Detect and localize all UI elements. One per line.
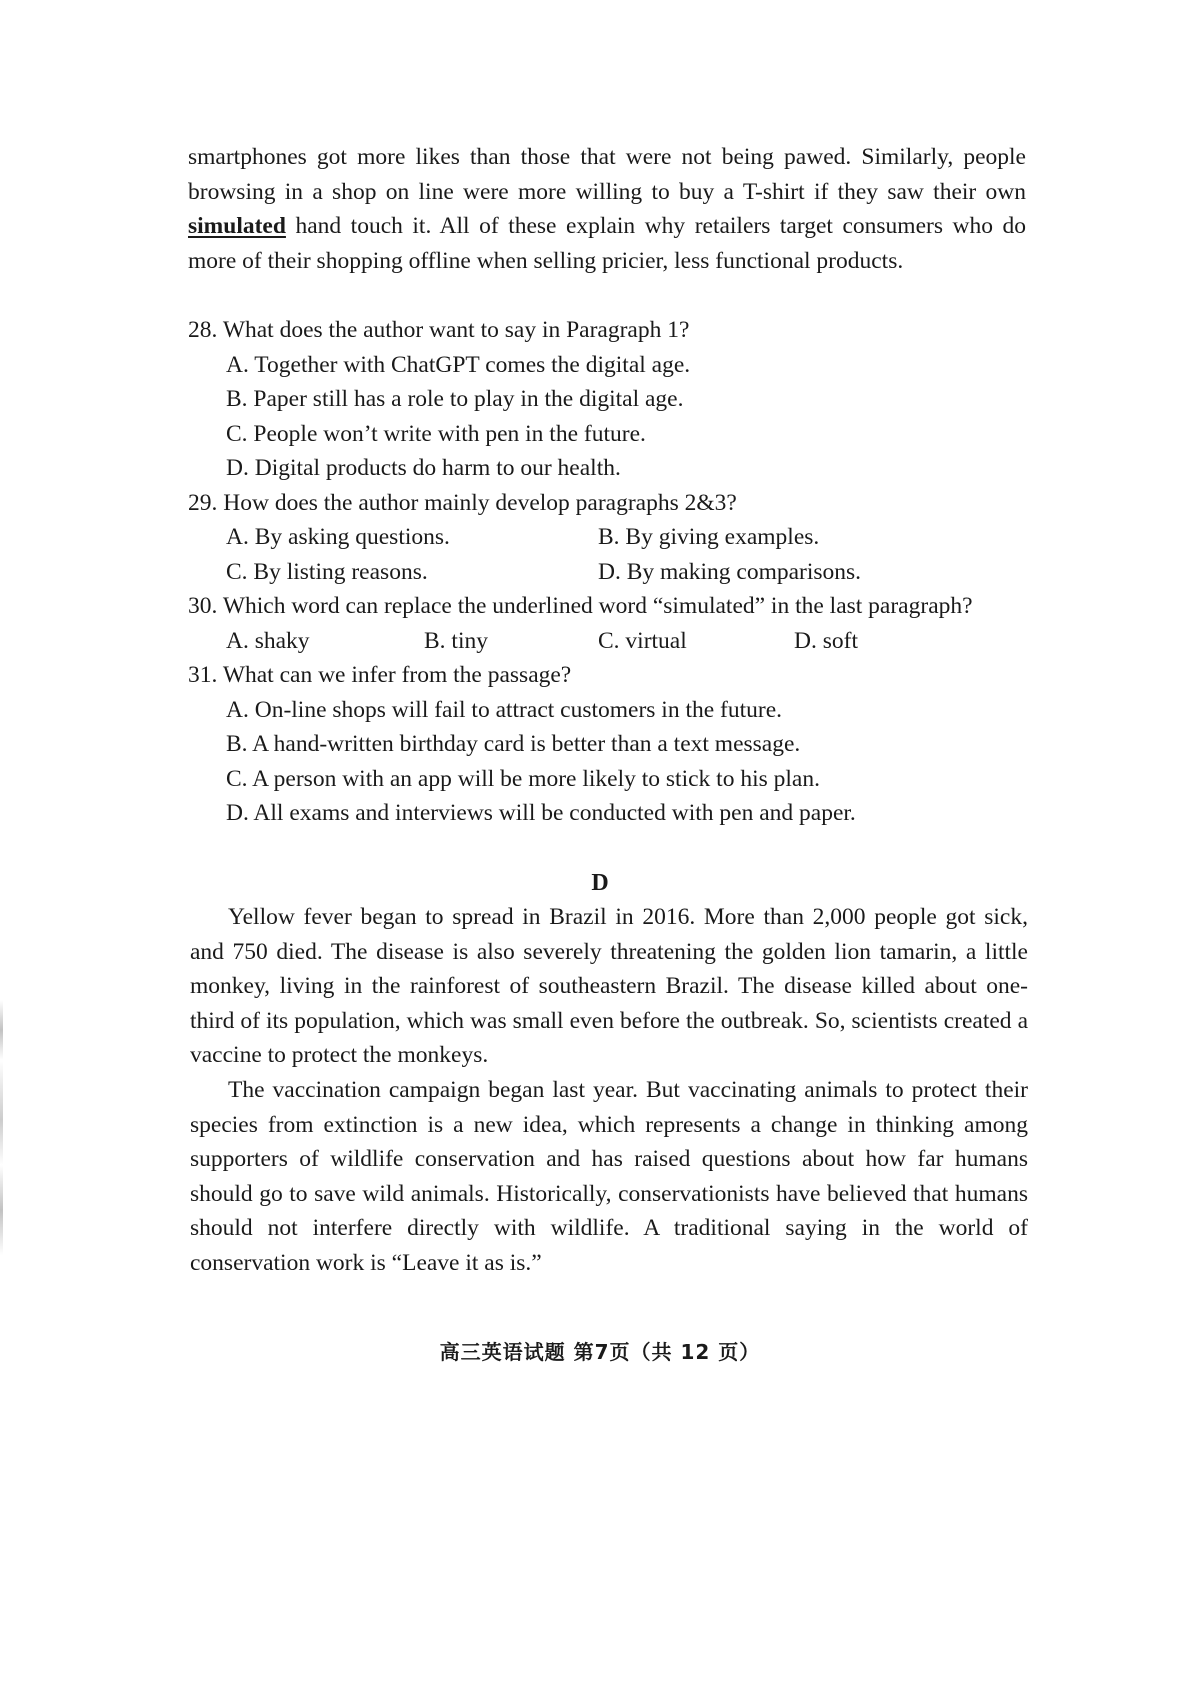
section-heading-d: D: [591, 870, 609, 896]
continued-paragraph-text: [188, 140, 1026, 278]
question-30: 30. Which word can replace the underlined word “simulated” in the last paragraph?: [188, 593, 973, 619]
question-28-option-c: C. People won’t write with pen in the future.: [226, 420, 646, 447]
question-30-option-b: B. tiny: [424, 627, 488, 654]
question-29-option-b: B. By giving examples.: [598, 524, 820, 550]
intro-text-after: hand touch it. All of these explain why retailers target consumers who do more of their shopping offline when selling pricier, less functional products.: [188, 213, 1026, 274]
question-28-option-b: B. Paper still has a role to play in the digital age.: [226, 386, 684, 412]
question-31-option-a: A. On-line shops will fail to attract customers in the future.: [226, 696, 783, 723]
continued-paragraph: [188, 140, 1026, 278]
question-29-option-d: D. By making comparisons.: [598, 558, 862, 585]
question-30-option-c: C. virtual: [598, 627, 687, 654]
question-28: 28. What does the author want to say in Paragraph 1?: [188, 317, 690, 343]
question-29-row-2: [188, 555, 1028, 590]
question-29-option-a: A. By asking questions.: [226, 524, 450, 550]
passage-d-paragraph-1: Yellow fever began to spread in Brazil in 2016. More than 2,000 people got sick, and 750 died. The disease is also severely threatening the golden lion tamarin, a little monkey, living in the rainforest of southeastern Brazil. The disease killed about one-third of its population, which was small even before the outbreak. So, scientists created a vaccine to protect the monkeys.: [190, 904, 1028, 1069]
intro-text-before: smartphones got more likes than those that were not being pawed. Similarly, people browsing in a shop on line were more willing to buy a T-shirt if they saw their own: [188, 144, 1026, 205]
underlined-word: simulated: [188, 213, 286, 239]
page-footer: 高三英语试题 第7页（共 12 页）: [439, 1340, 761, 1364]
question-29-row-1: [188, 520, 1028, 555]
question-28-option-a: A. Together with ChatGPT comes the digital age.: [226, 351, 691, 378]
question-30-option-a: A. shaky: [226, 627, 310, 654]
scan-edge-artifact: [0, 1000, 3, 1300]
question-list: [188, 313, 1028, 831]
question-31: 31. What can we infer from the passage?: [188, 662, 572, 688]
question-31-option-b: B. A hand-written birthday card is better than a text message.: [226, 731, 801, 757]
question-31-option-c: C. A person with an app will be more likely to stick to his plan.: [226, 765, 820, 792]
passage-d-paragraph-2: The vaccination campaign began last year. But vaccinating animals to protect their species from extinction is a new idea, which represents a change in thinking among supporters of wildlife conservation and has raised questions about how far humans should go to save wild animals. Historically, conservationists have believed that humans should not interfere directly with wildlife. A traditional saying in the world of conservation work is “Leave it as is.”: [190, 1076, 1028, 1276]
question-31-option-d: D. All exams and interviews will be conducted with pen and paper.: [226, 800, 856, 826]
question-28-option-d: D. Digital products do harm to our health.: [226, 455, 621, 481]
question-29-option-c: C. By listing reasons.: [226, 558, 428, 585]
question-29: 29. How does the author mainly develop paragraphs 2&3?: [188, 489, 737, 516]
question-30-row: [188, 624, 1028, 659]
question-30-option-d: D. soft: [794, 627, 858, 654]
passage-d: [190, 900, 1028, 1281]
